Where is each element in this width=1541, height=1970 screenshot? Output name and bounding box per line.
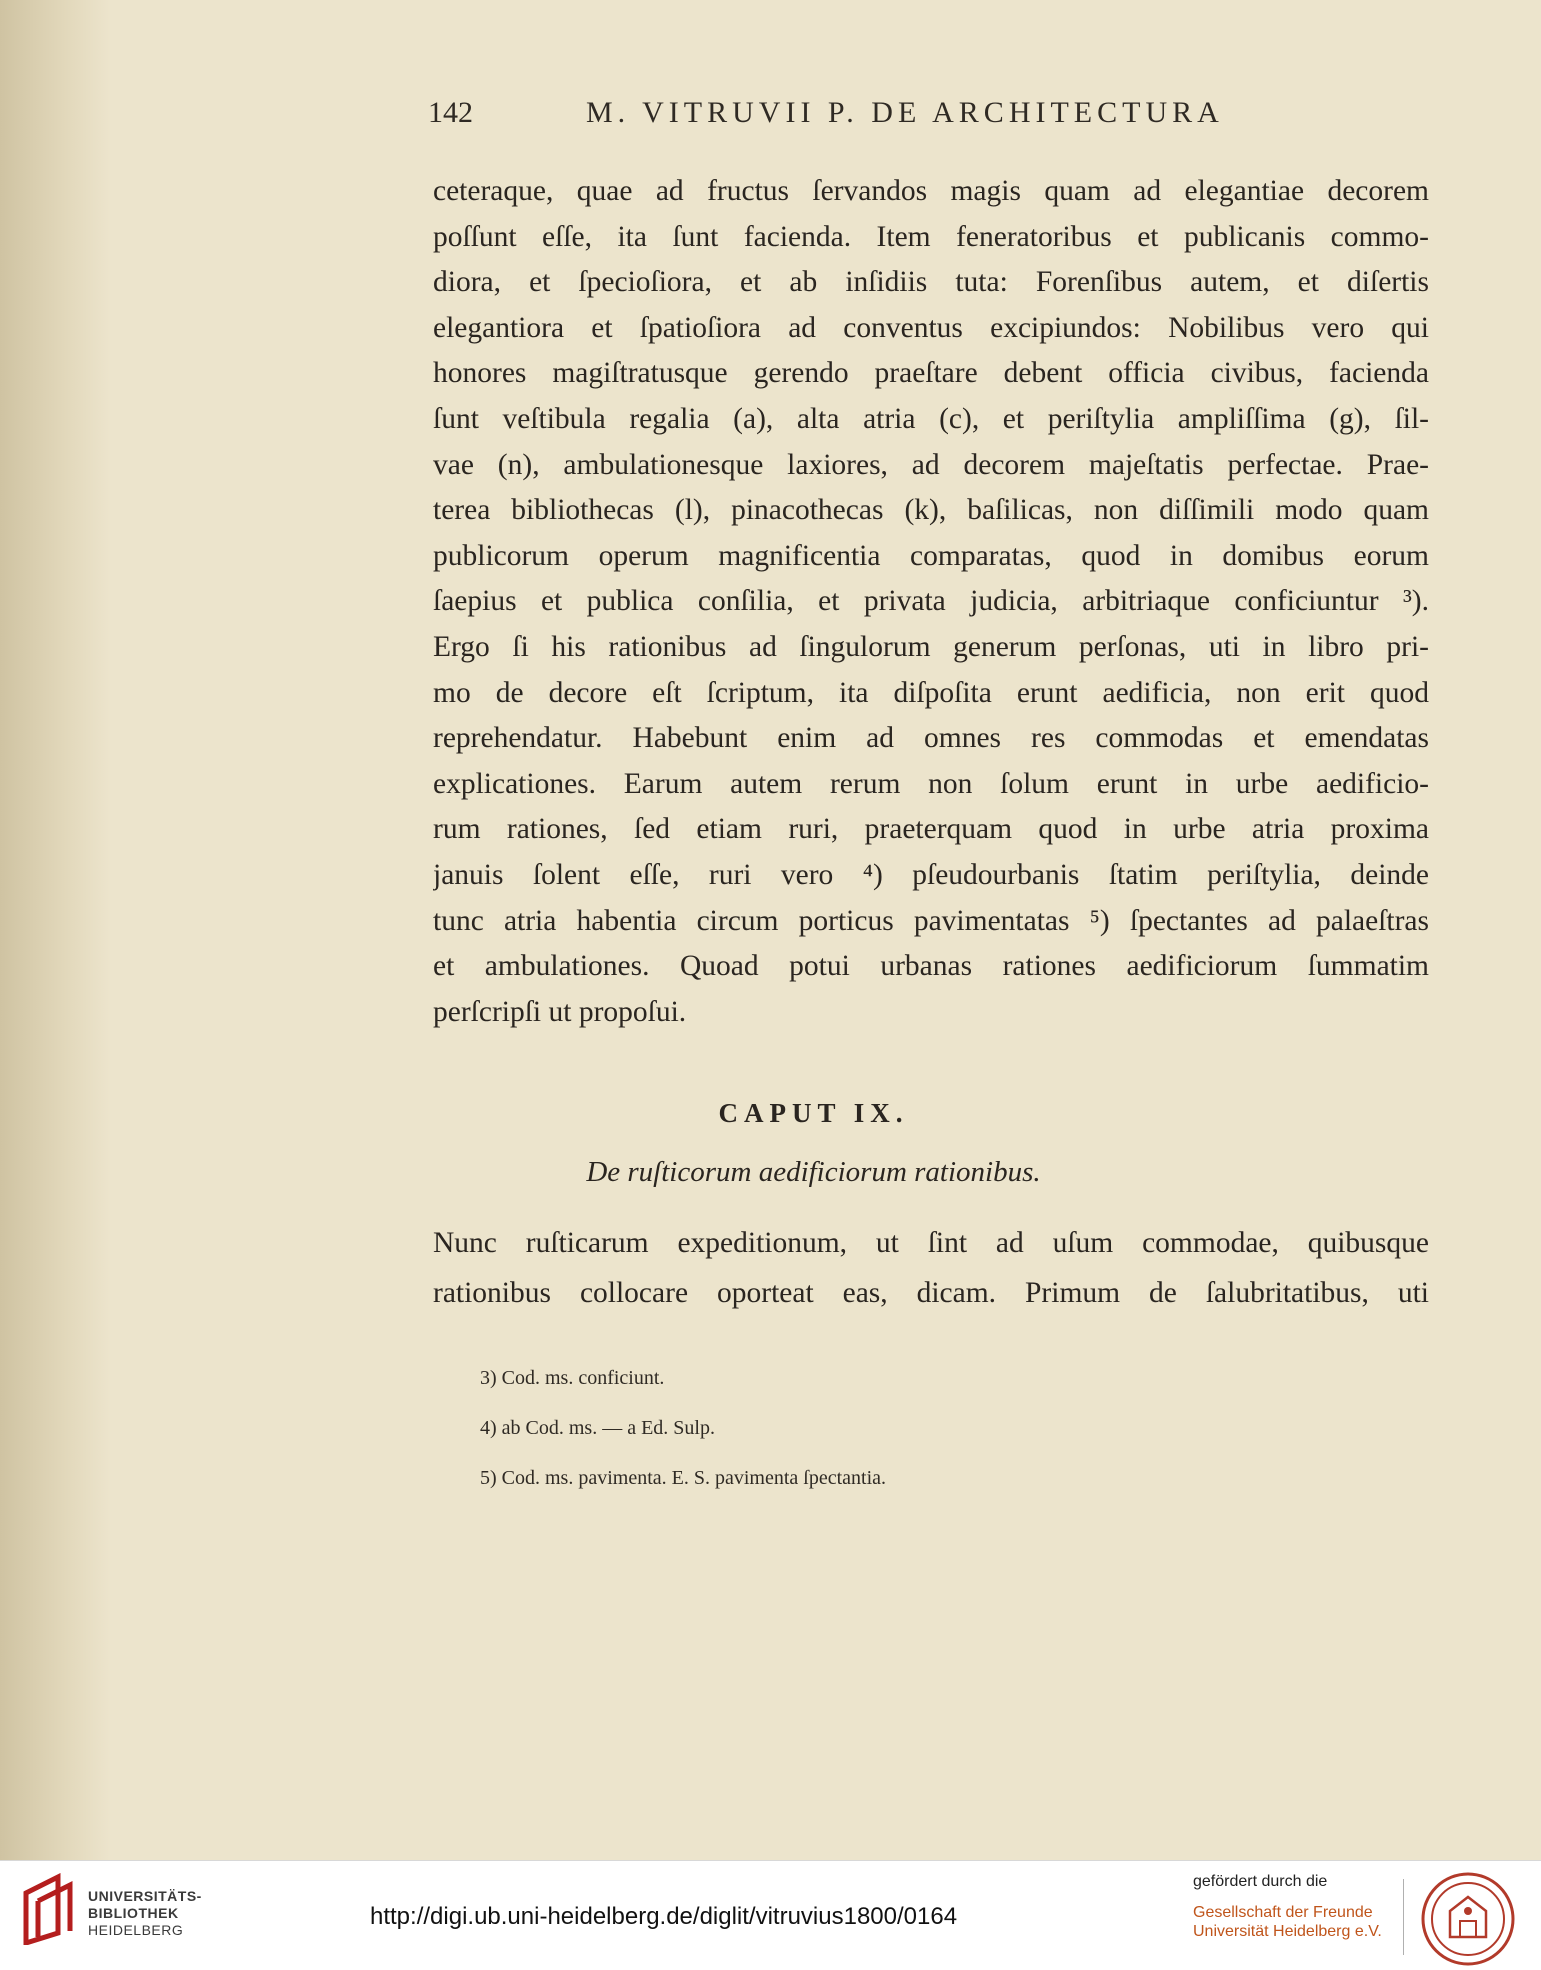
body-line: ſaepius et publica conſilia, et privata judicia, arbitriaque conficiuntur ³).	[433, 585, 1429, 618]
body-line: ceteraque, quae ad fructus ſervandos magis quam ad elegantiae decorem	[433, 175, 1429, 207]
body-text	[433, 169, 1429, 1035]
chapter-line: Nunc ruſticarum expeditionum, ut ſint ad uſum commodae, quibusque	[433, 1227, 1429, 1259]
body-line: tunc atria habentia circum porticus pavimentatas ⁵) ſpectantes ad palaeſtras	[433, 904, 1429, 937]
footnote: 4) ab Cod. ms. — a Ed. Sulp.	[480, 1417, 715, 1439]
footer-divider	[1403, 1879, 1404, 1955]
chapter-line: rationibus collocare oporteat eas, dicam. Primum de ſalubritatibus, uti	[433, 1277, 1429, 1309]
running-head	[428, 96, 1278, 136]
body-line: Ergo ſi his rationibus ad ſingulorum generum perſonas, uti in libro pri-	[433, 630, 1429, 663]
sponsor-label: gefördert durch die	[1193, 1873, 1328, 1890]
chapter-text	[433, 1218, 1429, 1318]
body-line: vae (n), ambulationesque laxiores, ad decorem majeſtatis perfectae. Prae-	[433, 448, 1429, 481]
body-line: mo de decore eſt ſcriptum, ita diſpoſita erunt aedificia, non erit quod	[433, 676, 1429, 709]
body-line: ſunt veſtibula regalia (a), alta atria (c), et periſtylia ampliſſima (g), ſil-	[433, 402, 1429, 435]
body-line: terea bibliothecas (l), pinacothecas (k), baſilicas, non diſſimili modo quam	[433, 494, 1429, 527]
library-name-line: HEIDELBERG	[88, 1922, 184, 1938]
body-line: elegantiora et ſpatioſiora ad conventus excipiundos: Nobilibus vero qui	[433, 311, 1429, 344]
ub-heidelberg-logo-icon[interactable]	[18, 1873, 80, 1945]
footnotes	[480, 1353, 1380, 1503]
viewer-footer	[0, 1860, 1541, 1970]
page-number: 142	[428, 96, 473, 129]
body-line: perſcripſi ut propoſui.	[433, 995, 687, 1028]
body-line: et ambulationes. Quoad potui urbanas rationes aedificiorum ſummatim	[433, 950, 1429, 983]
sponsor-name[interactable]	[1193, 1903, 1382, 1941]
chapter-heading: CAPUT IX.	[718, 1098, 909, 1128]
sponsor-name-line: Universität Heidelberg e.V.	[1193, 1923, 1382, 1940]
library-name-line: UNIVERSITÄTS-	[88, 1888, 202, 1904]
body-line: diora, et ſpecioſiora, et ab inſidiis tuta: Forenſibus autem, et diſertis	[433, 266, 1429, 299]
footnote: 5) Cod. ms. pavimenta. E. S. pavimenta ſpectantia.	[480, 1467, 887, 1489]
library-name-line: BIBLIOTHEK	[88, 1905, 179, 1921]
permalink[interactable]: http://digi.ub.uni-heidelberg.de/diglit/vitruvius1800/0164	[370, 1903, 958, 1930]
running-title: M. VITRUVII P. DE ARCHITECTURA	[586, 96, 1224, 129]
body-line: reprehendatur. Habebunt enim ad omnes res commodas et emendatas	[433, 722, 1429, 755]
body-line: honores magiſtratusque gerendo praeſtare debent officia civibus, facienda	[433, 357, 1429, 390]
body-line: poſſunt eſſe, ita ſunt facienda. Item feneratoribus et publicanis commo-	[433, 220, 1429, 253]
body-line: januis ſolent eſſe, ruri vero ⁴) pſeudourbanis ſtatim periſtylia, deinde	[433, 858, 1429, 891]
university-seal-icon[interactable]	[1420, 1871, 1516, 1967]
body-line: rum rationes, ſed etiam ruri, praeterquam quod in urbe atria proxima	[433, 813, 1429, 846]
body-line: explicationes. Earum autem rerum non ſolum erunt in urbe aedificio-	[433, 767, 1429, 800]
sponsor-name-line: Gesellschaft der Freunde	[1193, 1904, 1373, 1921]
body-line: publicorum operum magnificentia comparatas, quod in domibus eorum	[433, 539, 1429, 572]
chapter-subtitle: De ruſticorum aedificiorum rationibus.	[586, 1156, 1041, 1188]
library-name[interactable]	[88, 1888, 202, 1939]
footnote: 3) Cod. ms. conficiunt.	[480, 1367, 665, 1389]
